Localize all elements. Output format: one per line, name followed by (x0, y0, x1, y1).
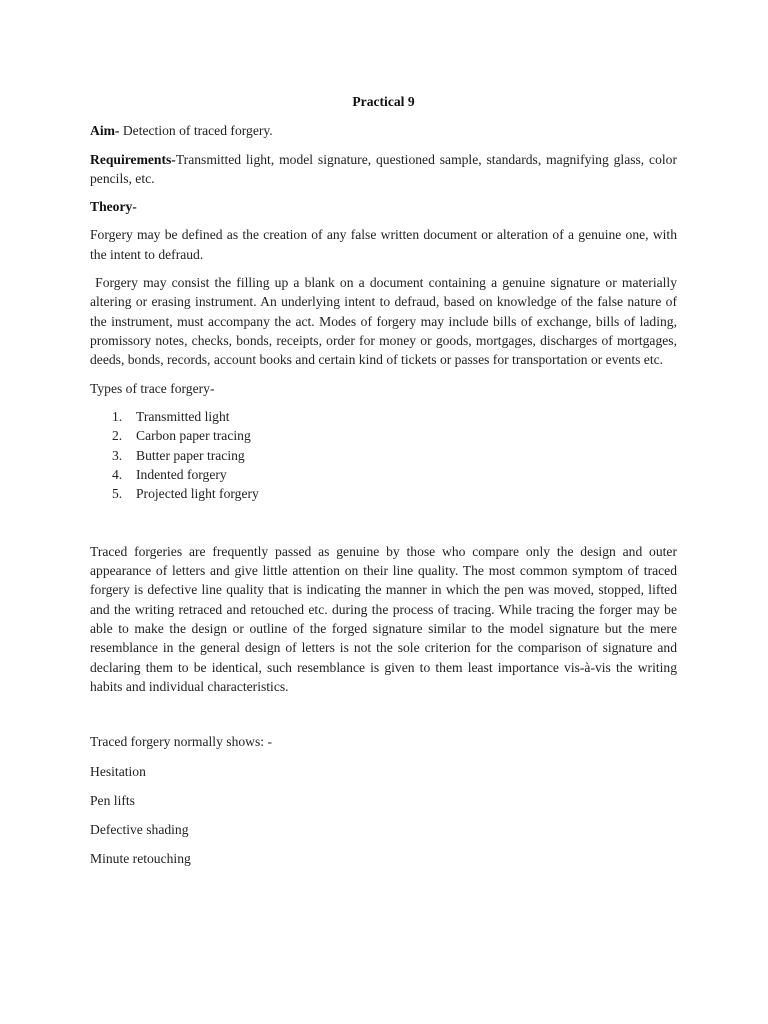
theory-label: Theory- (90, 199, 137, 215)
page-title: Practical 9 (352, 94, 415, 109)
types-heading: Types of trace forgery- (90, 380, 215, 396)
theory-heading (90, 197, 677, 216)
forgery-modes-paragraph (90, 273, 677, 369)
list-item: 5. Projected light forgery (112, 486, 259, 502)
aim-text: Detection of traced forgery. (119, 123, 273, 139)
forgery-modes-text: Forgery may consist the filling up a blank on a document containing a genuine signature or materially altering or erasing instrument. An underlying intent to defraud, based on knowledge of the false nature of the instrument, must accompany the act. Modes of forgery may include bills of exchange, bills of lading, promissory notes, checks, bonds, receipts, order for money or goods, mortgages, discharges of mortgages, deeds, bonds, records, account books and certain kind of tickets or passes for transportation or events etc. (90, 275, 677, 368)
symptom-item: Defective shading (90, 822, 189, 838)
aim-label: Aim- (90, 123, 120, 139)
list-item: 3. Butter paper tracing (112, 447, 245, 463)
aim-line (90, 121, 677, 140)
document-page (90, 92, 677, 879)
shows-heading: Traced forgery normally shows: - (90, 734, 272, 750)
symptom-item: Minute retouching (90, 851, 191, 867)
requirements-text: Transmitted light, model signature, questioned sample, standards, magnifying glass, color pencils, etc. (90, 151, 677, 186)
list-item: 1. Transmitted light (112, 408, 230, 424)
symptoms-section (90, 732, 677, 868)
list-item: 2. Carbon paper tracing (112, 428, 251, 444)
traced-forgeries-paragraph: Traced forgeries are frequently passed as genuine by those who compare only the design and outer appearance of letters and give little attention on their line quality. The most common symptom of traced forgery is defective line quality that is indicating the manner in which the pen was moved, stopped, lifted and the writing retraced and retouched etc. during the process of tracing. While tracing the forger may be able to make the design or outline of the forged signature similar to the model signature but the mere resemblance in the general design of letters is not the sole criterion for the comparison of signature and declaring them to be identical, such resemblance is given to them least importance vis-à-vis the writing habits and individual characteristics. (90, 543, 677, 694)
symptom-item: Hesitation (90, 763, 146, 779)
requirements-label: Requirements- (90, 151, 176, 167)
requirements-line (90, 150, 677, 189)
list-item: 4. Indented forgery (112, 467, 227, 483)
types-list (90, 407, 677, 504)
definition-paragraph: Forgery may be defined as the creation of any false written document or alteration of a genuine one, with the intent to defraud. (90, 227, 677, 262)
symptom-item: Pen lifts (90, 792, 135, 808)
